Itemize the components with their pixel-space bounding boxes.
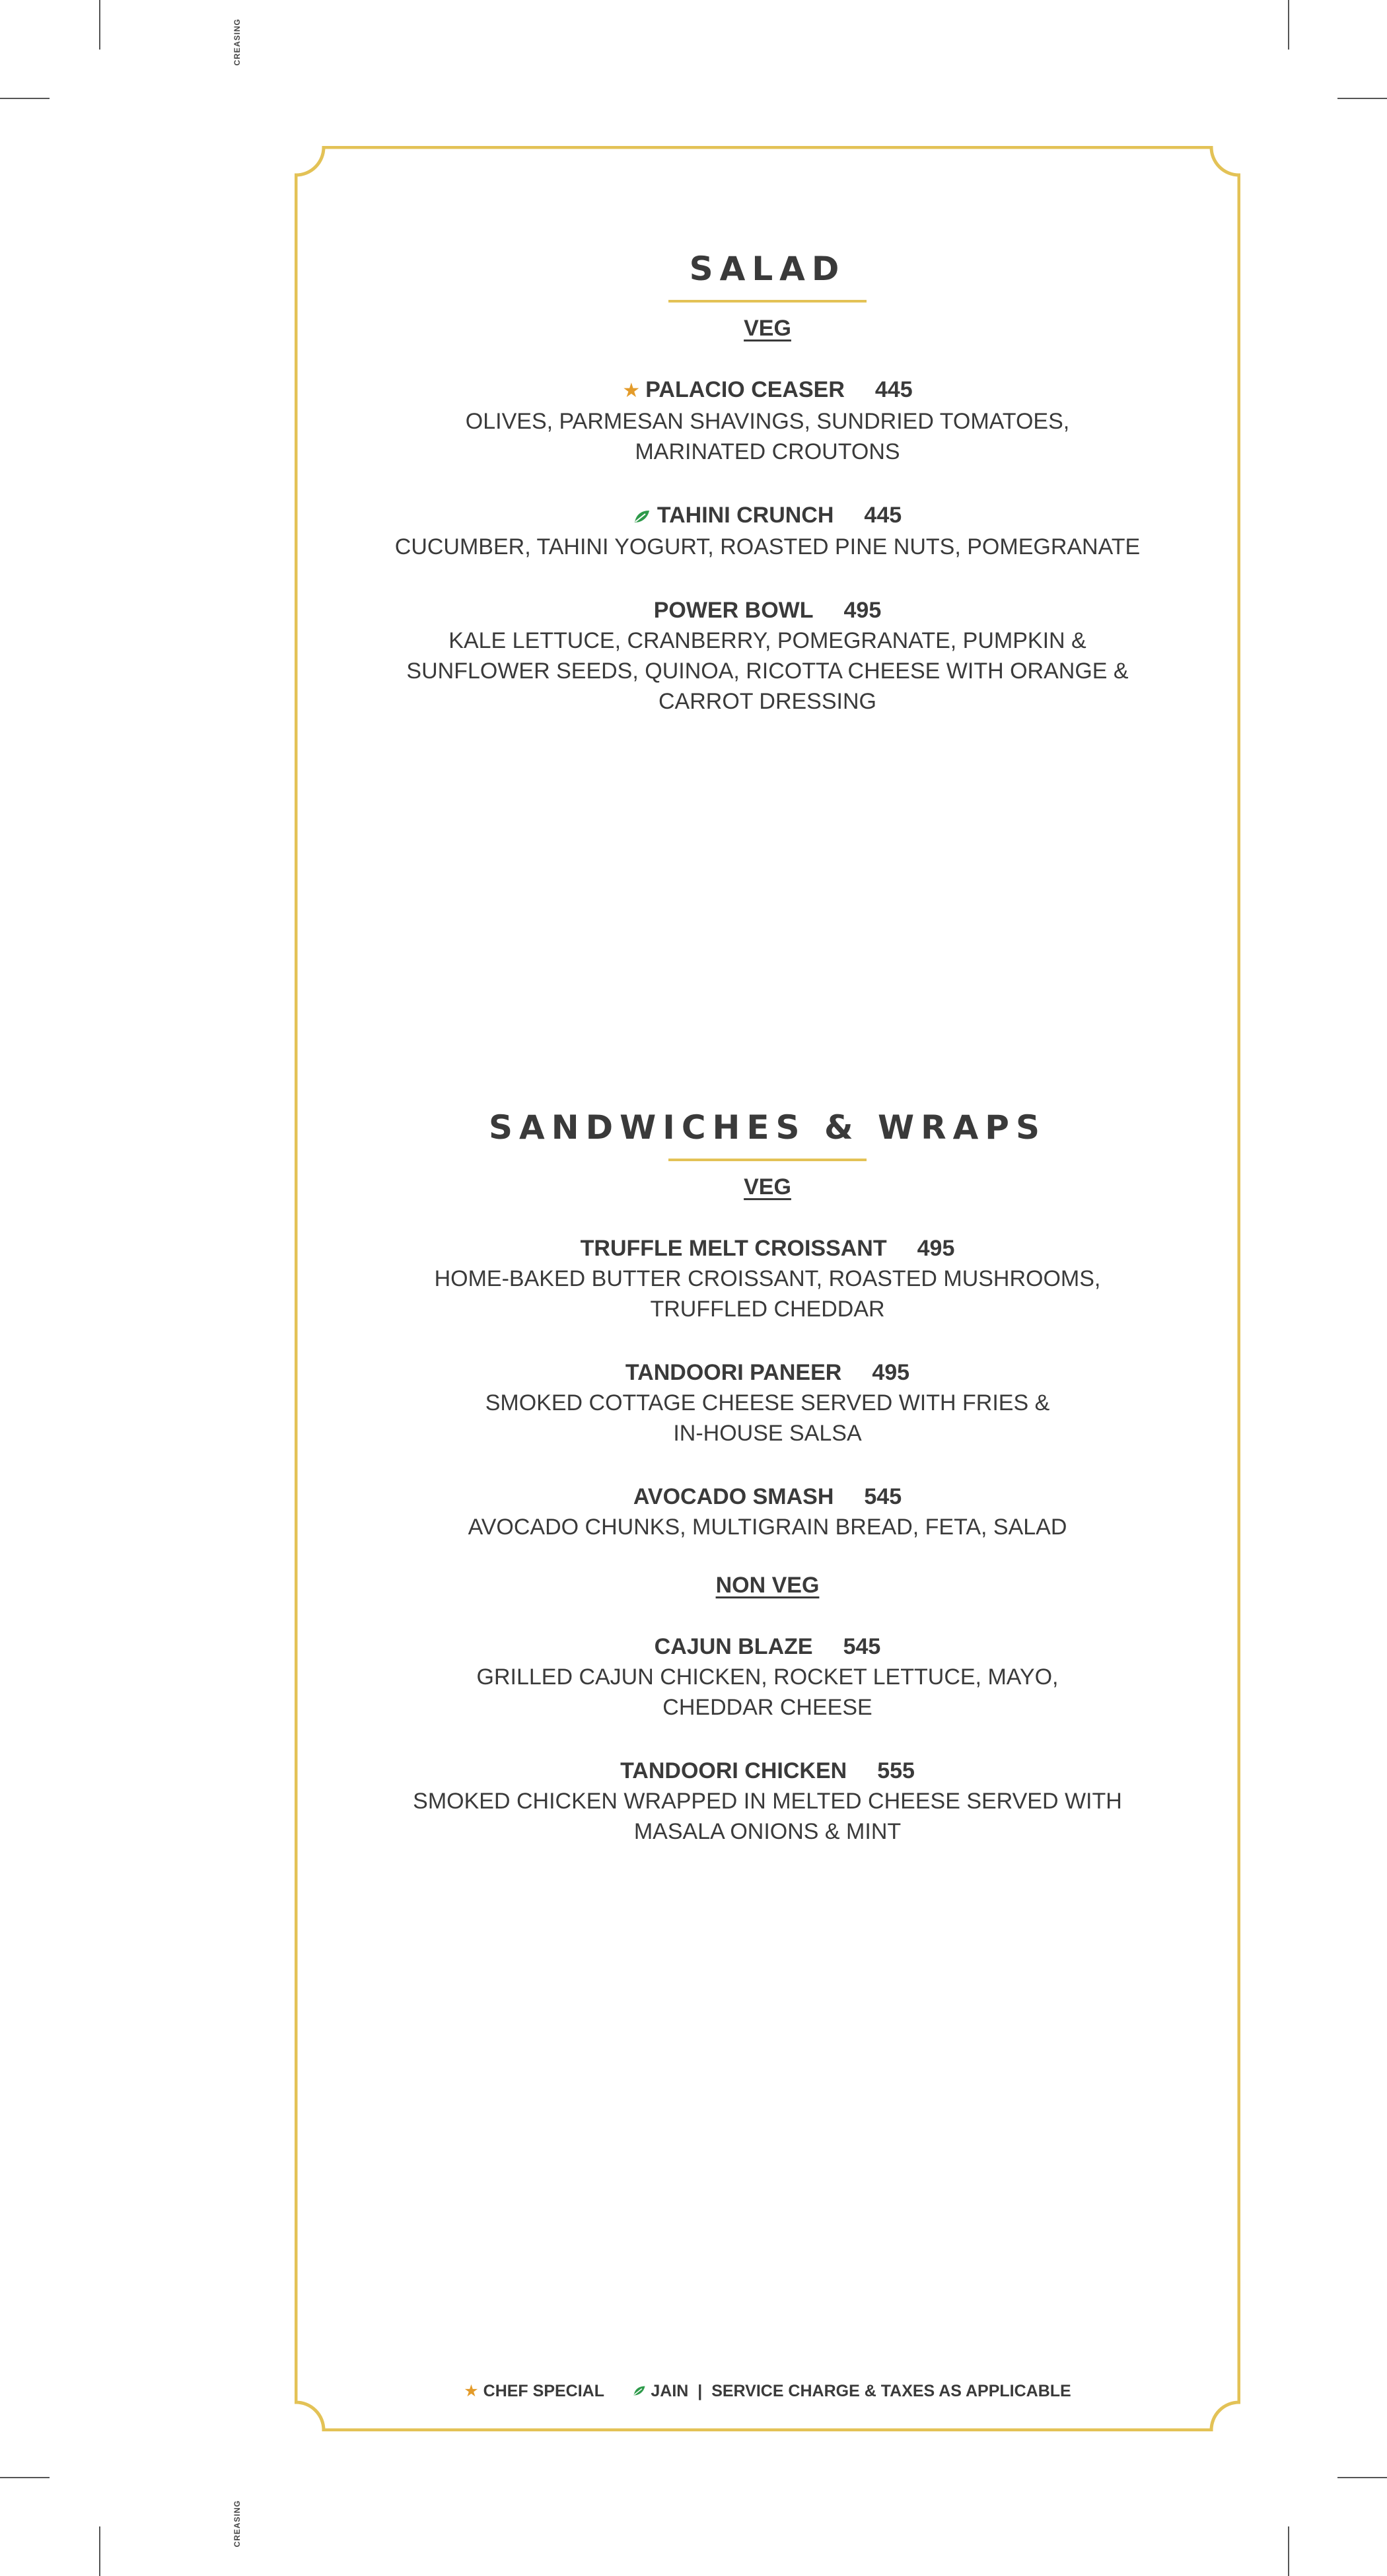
section-title: SALAD [689,250,846,288]
star-icon: ★ [464,2382,479,2400]
desc-line: CHEDDAR CHEESE [662,1695,872,1720]
item-price: 445 [874,377,913,402]
salad-section [295,250,1240,717]
menu-item [295,1357,1240,1449]
desc-line: MASALA ONIONS & MINT [633,1819,902,1844]
desc-line: MARINATED CROUTONS [635,439,900,464]
item-price: 495 [917,1236,955,1261]
item-description [295,626,1240,717]
item-price: 545 [864,1484,902,1509]
item-description [295,1388,1240,1449]
desc-line: OLIVES, PARMESAN SHAVINGS, SUNDRIED TOMATOES, [465,409,1070,434]
desc-line: GRILLED CAJUN CHICKEN, ROCKET LETTUCE, MAYO, [476,1664,1059,1690]
crop-mark [1288,2526,1289,2576]
item-price: 555 [877,1758,915,1783]
item-name: AVOCADO SMASH [633,1484,834,1509]
legend-separator: | [697,2382,703,2400]
nonveg-label: NON VEG [715,1573,820,1598]
desc-line: HOME-BAKED BUTTER CROISSANT, ROASTED MUSHROOMS, [434,1266,1101,1291]
legend-note: SERVICE CHARGE & TAXES AS APPLICABLE [711,2382,1071,2400]
desc-line: SUNFLOWER SEEDS, QUINOA, RICOTTA CHEESE WITH ORANGE & [406,659,1129,684]
crop-mark [0,2477,50,2478]
item-price: 445 [864,503,902,528]
item-description [295,1786,1240,1847]
desc-line: SMOKED COTTAGE CHEESE SERVED WITH FRIES & [485,1390,1050,1415]
sandwiches-section [295,1108,1240,1847]
item-name: TRUFFLE MELT CROISSANT [580,1236,887,1261]
menu-item [295,1756,1240,1847]
leaf-icon [633,2382,651,2400]
item-price: 495 [843,598,882,624]
menu-item [295,1482,1240,1542]
desc-line: KALE LETTUCE, CRANBERRY, POMEGRANATE, PUMPKIN & [448,628,1086,654]
veg-label: VEG [744,316,791,341]
legend-footer [295,2381,1240,2401]
item-description: CUCUMBER, TAHINI YOGURT, ROASTED PINE NUTS, POMEGRANATE [394,534,1141,560]
crop-mark [1337,2477,1387,2478]
crop-mark [1337,98,1387,99]
item-price: 495 [872,1360,910,1385]
section-title: SANDWICHES & WRAPS [489,1108,1046,1147]
creasing-label: CREASING [232,2500,242,2548]
item-name: PALACIO CEASER [645,377,845,402]
item-name: POWER BOWL [653,598,814,624]
crop-mark [1288,0,1289,50]
item-price: 545 [843,1634,881,1659]
menu-item [295,500,1240,562]
crop-mark [99,2526,100,2576]
item-name: TAHINI CRUNCH [657,503,834,528]
item-name: TANDOORI PANEER [625,1360,842,1385]
item-description: AVOCADO CHUNKS, MULTIGRAIN BREAD, FETA, SALAD [468,1515,1067,1540]
title-underline [668,1159,867,1161]
menu-item [295,375,1240,467]
crop-mark [99,0,100,50]
menu-item [295,1233,1240,1324]
creasing-label: CREASING [232,18,242,66]
menu-item [295,595,1240,717]
title-underline [668,300,867,303]
desc-line: CARROT DRESSING [658,689,876,715]
legend-jain: JAIN [651,2382,689,2400]
legend-chef-special: CHEF SPECIAL [483,2382,604,2400]
item-name: CAJUN BLAZE [654,1634,813,1659]
item-description [295,1264,1240,1324]
leaf-icon [633,501,651,532]
crop-mark [0,98,50,99]
item-description [295,1662,1240,1723]
item-description [295,406,1240,467]
star-icon: ★ [622,380,641,402]
item-name: TANDOORI CHICKEN [620,1758,847,1783]
desc-line: IN-HOUSE SALSA [673,1421,862,1446]
menu-item [295,1631,1240,1723]
desc-line: TRUFFLED CHEDDAR [650,1297,885,1322]
veg-label: VEG [744,1174,791,1199]
desc-line: SMOKED CHICKEN WRAPPED IN MELTED CHEESE SERVED WITH [413,1789,1122,1814]
